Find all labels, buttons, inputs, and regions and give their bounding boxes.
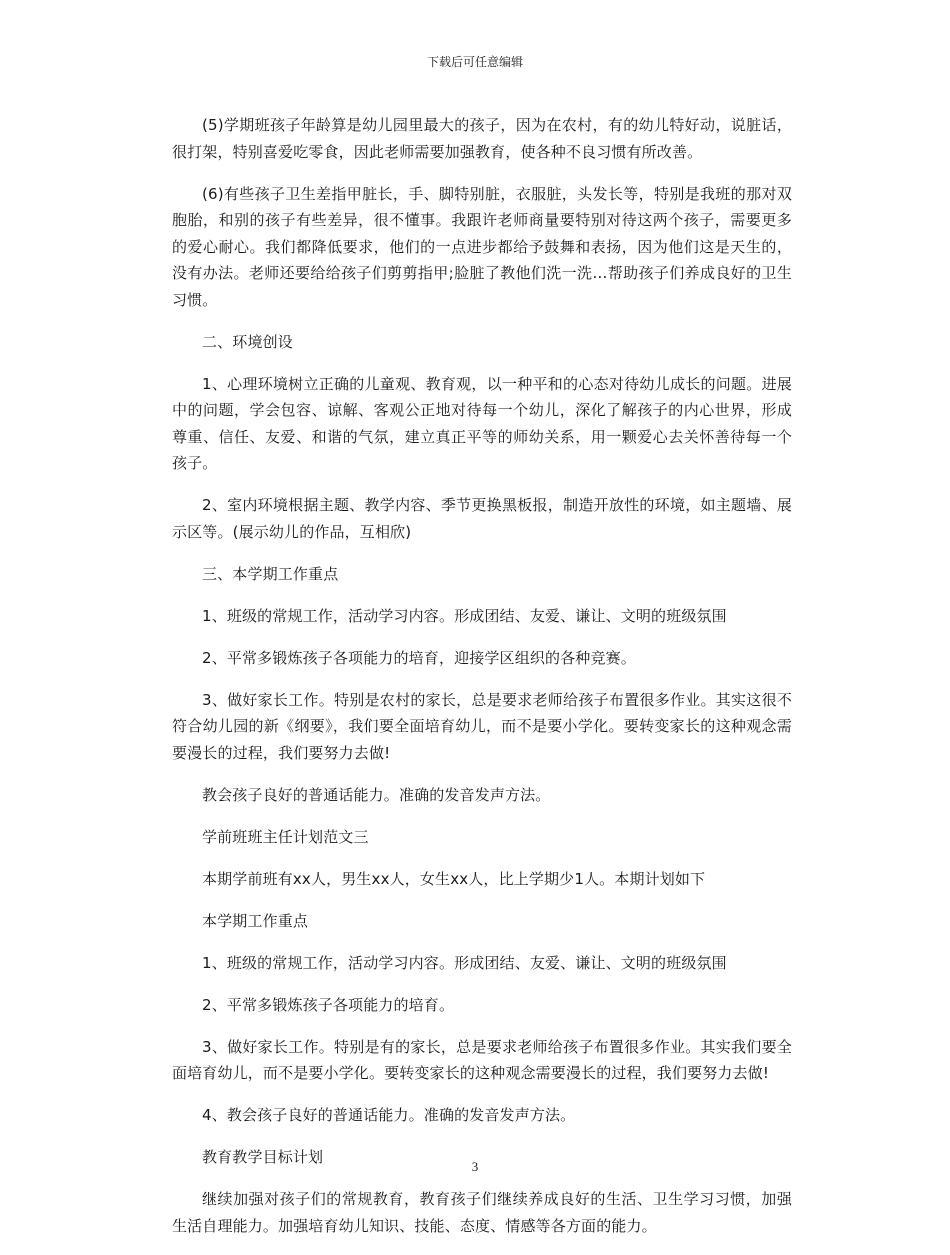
- page-header: 下载后可任意编辑: [426, 55, 523, 69]
- section-heading-environment: 二、环境创设: [202, 332, 293, 351]
- paragraph-focus-1: 1、班级的常规工作，活动学习内容。形成团结、友爱、谦让、文明的班级氛围: [202, 606, 727, 625]
- paragraph-term-focus-4: 4、教会孩子良好的普通话能力。准确的发音发声方法。: [202, 1106, 576, 1124]
- paragraph-mandarin: 教会孩子良好的普通话能力。准确的发音发声方法。: [202, 785, 551, 804]
- section-heading-teaching-goals: 教育教学目标计划: [202, 1148, 324, 1166]
- page-number: 3: [471, 1159, 479, 1174]
- paragraph-class-stats: 本期学前班有xx人，男生xx人，女生xx人，比上学期少1人。本期计划如下: [202, 869, 706, 888]
- paragraph-term-focus-3: 3、做好家长工作。特别是有的家长，总是要求老师给孩子布置很多作业。其实我们要全面培育幼儿，而不是要小学化。要转变家长的这种观念需要漫长的过程，我们要努力去做!: [172, 1037, 792, 1082]
- paragraph-indoor-environment: 2、室内环境根据主题、教学内容、季节更换黑板报，制造开放性的环境，如主题墙、展示区等。(展示幼儿的作品，互相欣): [172, 496, 792, 541]
- section-heading-work-focus: 三、本学期工作重点: [202, 564, 339, 583]
- paragraph-item-6: (6)有些孩子卫生差指甲脏长，手、脚特别脏，衣服脏，头发长等，特别是我班的那对双胞胎，和别的孩子有些差异，很不懂事。我跟许老师商量要特别对待这两个孩子，需要更多的爱心耐心。我们都降低要求，他们的一点进步都给予鼓舞和表扬，因为他们这是天生的，没有办法。老师还要给给孩子们剪剪指甲;脸脏了教他们洗一洗…帮助孩子们养成良好的卫生习惯。: [172, 184, 792, 309]
- paragraph-term-focus-1: 1、班级的常规工作，活动学习内容。形成团结、友爱、谦让、文明的班级氛围: [202, 953, 727, 972]
- document-body: [172, 112, 792, 1255]
- paragraph-teaching-goals: 继续加强对孩子们的常规教育，教育孩子们继续养成良好的生活、卫生学习习惯，加强生活自理能力。加强培育幼儿知识、技能、态度、情感等各方面的能力。: [172, 1190, 792, 1235]
- paragraph-item-5: (5)学期班孩子年龄算是幼儿园里最大的孩子，因为在农村，有的幼儿特好动，说脏话，很打架，特别喜爱吃零食，因此老师需要加强教育，使各种不良习惯有所改善。: [172, 116, 792, 161]
- section-heading-term-focus: 本学期工作重点: [202, 911, 309, 930]
- paragraph-focus-2: 2、平常多锻炼孩子各项能力的培育，迎接学区组织的各种竞赛。: [202, 648, 636, 667]
- paragraph-term-focus-2: 2、平常多锻炼孩子各项能力的培育。: [202, 995, 455, 1014]
- paragraph-focus-3: 3、做好家长工作。特别是农村的家长，总是要求老师给孩子布置很多作业。其实这很不符合幼儿园的新《纲要》，我们要全面培育幼儿，而不是要小学化。要转变家长的这种观念需要漫长的过程，我们要努力去做!: [172, 690, 792, 762]
- paragraph-psych-environment: 1、心理环境树立正确的儿童观、教育观，以一种平和的心态对待幼儿成长的问题。进展中的问题，学会包容、谅解、客观公正地对待每一个幼儿，深化了解孩子的内心世界，形成尊重、信任、友爱、和谐的气氛，建立真正平等的师幼关系，用一颗爱心去关怀善待每一个孩子。: [172, 374, 792, 472]
- section-title-sample-three: 学前班班主任计划范文三: [202, 827, 369, 846]
